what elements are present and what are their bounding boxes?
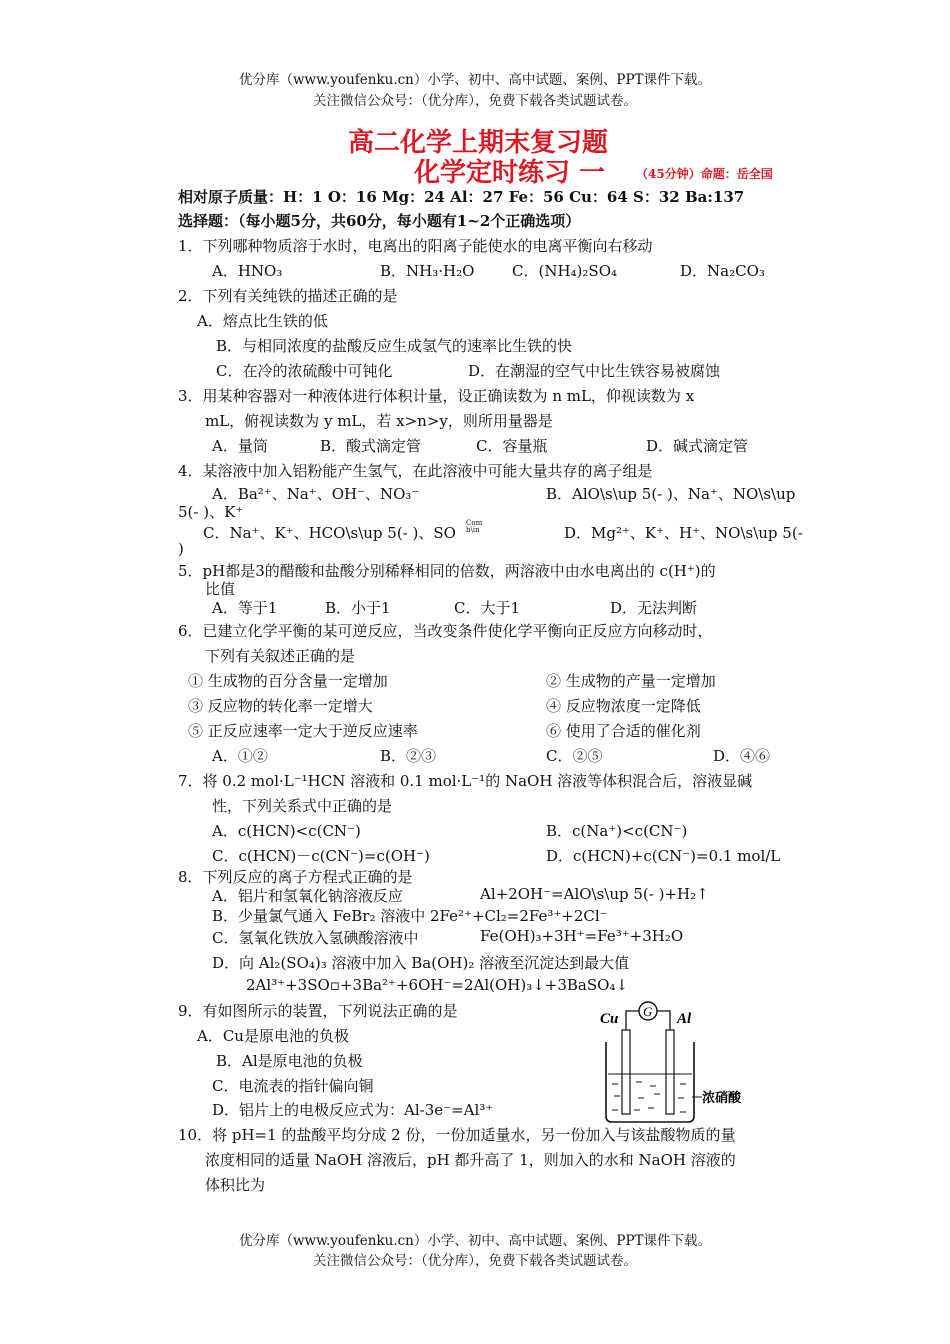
q4-option-c-sub: Com b\in (466, 519, 483, 534)
ammeter-label: G (643, 1004, 653, 1019)
footer-line-1: 优分库（www.youfenku.cn）小学、初中、高中试题、案例、PPT课件下载。 (238, 1233, 712, 1249)
q1-option-d: D．Na₂CO₃ (680, 262, 765, 280)
q2-option-a: A．熔点比生铁的低 (197, 312, 328, 330)
q6-option-d: D．④⑥ (713, 747, 771, 765)
q2-stem: 2．下列有关纯铁的描述正确的是 (178, 287, 398, 305)
q8-option-c-equation: Fe(OH)₃+3H⁺=Fe³⁺+3H₂O (480, 927, 684, 945)
q4-option-b: B．AlO\s\up 5(- )、Na⁺、NO\s\up (546, 485, 796, 503)
q3-option-c: C．容量瓶 (476, 437, 548, 455)
q10-stem-3: 体积比为 (205, 1176, 266, 1194)
q7-stem-1: 7．将 0.2 mol·L⁻¹HCN 溶液和 0.1 mol·L⁻¹的 NaOH 溶液等体积混合后，溶液显碱 (178, 772, 753, 790)
q6-statement-2: ② 生成物的产量一定增加 (546, 672, 716, 690)
q9-option-a: A．Cu是原电池的负极 (197, 1027, 349, 1045)
copper-electrode (622, 1030, 630, 1114)
q8-option-a: A．铝片和氢氧化钠溶液反应 (212, 887, 403, 905)
al-label: Al (677, 1011, 692, 1027)
q5-stem-1: 5．pH都是3的醋酸和盐酸分别稀释相同的倍数，两溶液中由水电离出的 c(H⁺)的 (178, 562, 716, 580)
q6-statement-4: ④ 反应物浓度一定降低 (546, 697, 701, 715)
atomic-masses: 相对原子质量：H：1 O：16 Mg：24 Al：27 Fe：56 Cu：64 S：32 Ba:137 (178, 188, 745, 206)
q6-option-c: C．②⑤ (546, 747, 603, 765)
q10-stem-1: 10．将 pH=1 的盐酸平均分成 2 份，一份加适量水，另一份加入与该盐酸物质的量 (178, 1126, 736, 1144)
q2-option-d: D．在潮湿的空气中比生铁容易被腐蚀 (468, 362, 721, 380)
q9-option-d: D．铝片上的电极反应式为：Al-3e⁻=Al³⁺ (212, 1101, 494, 1119)
q5-option-a: A．等于1 (212, 599, 278, 617)
q2-option-c: C．在冷的浓硫酸中可钝化 (216, 362, 393, 380)
q9-stem: 9．有如图所示的装置，下列说法正确的是 (178, 1002, 458, 1020)
q5-stem-2: 比值 (205, 580, 236, 598)
q3-option-a: A．量筒 (212, 437, 268, 455)
q6-option-a: A．①② (212, 747, 268, 765)
q5-option-b: B．小于1 (325, 599, 391, 617)
q8-option-d-equation: 2Al³⁺+3SO▫+3Ba²⁺+6OH⁻=2Al(OH)₃↓+3BaSO₄↓ (246, 976, 629, 994)
q4-stem: 4．某溶液中加入铝粉能产生氢气，在此溶液中可能大量共存的离子组是 (178, 462, 653, 480)
q8-stem: 8．下列反应的离子方程式正确的是 (178, 868, 413, 886)
q6-statement-5: ⑤ 正反应速率一定大于逆反应速率 (188, 722, 418, 740)
q8-option-b: B．少量氯气通入 FeBr₂ 溶液中 2Fe²⁺+Cl₂=2Fe³⁺+2Cl⁻ (212, 907, 608, 925)
q1-option-b: B．NH₃·H₂O (380, 262, 475, 280)
q2-option-b: B．与相同浓度的盐酸反应生成氢气的速率比生铁的快 (216, 337, 573, 355)
q4-option-d: D．Mg²⁺、K⁺、H⁺、NO\s\up 5(- (564, 524, 803, 542)
section-heading: 选择题：（每小题5分，共60分，每小题有1~2个正确选项） (178, 212, 581, 230)
q7-option-c: C．c(HCN)－c(CN⁻)=c(OH⁻) (212, 847, 430, 865)
q1-stem: 1．下列哪种物质溶于水时，电离出的阳离子能使水的电离平衡向右移动 (178, 237, 653, 255)
q3-stem-1: 3．用某种容器对一种液体进行体积计量，设正确读数为 n mL，仰视读数为 x (178, 387, 695, 405)
q9-option-b: B．Al是原电池的负极 (216, 1052, 363, 1070)
q6-statement-3: ③ 反应物的转化率一定增大 (188, 697, 373, 715)
q7-stem-2: 性，下列关系式中正确的是 (212, 797, 393, 815)
cu-label: Cu (600, 1011, 619, 1027)
q7-option-b: B．c(Na⁺)<c(CN⁻) (546, 822, 688, 840)
q9-option-c: C．电流表的指针偏向铜 (212, 1077, 374, 1095)
q7-option-a: A．c(HCN)<c(CN⁻) (212, 822, 361, 840)
exam-meta: （45分钟）命题：岳全国 (636, 167, 773, 181)
header-line-2: 关注微信公众号：（优分库），免费下载各类试题试卷。 (313, 93, 637, 109)
q5-option-c: C．大于1 (454, 599, 521, 617)
q8-option-d: D．向 Al₂(SO₄)₃ 溶液中加入 Ba(OH)₂ 溶液至沉淀达到最大值 (212, 954, 630, 972)
header-line-1: 优分库（www.youfenku.cn）小学、初中、高中试题、案例、PPT课件下载。 (238, 72, 712, 88)
page-title: 高二化学上期末复习题 (348, 128, 609, 158)
q5-option-d: D．无法判断 (610, 599, 698, 617)
galvanic-cell-diagram (596, 1000, 772, 1126)
page-subtitle: 化学定时练习 一 (414, 158, 606, 188)
q8-option-c: C．氢氧化铁放入氢碘酸溶液中 (212, 929, 419, 947)
acid-label: 浓硝酸 (702, 1091, 742, 1106)
q3-option-d: D．碱式滴定管 (646, 437, 749, 455)
q6-stem-2: 下列有关叙述正确的是 (205, 647, 356, 665)
aluminum-electrode (666, 1030, 674, 1114)
q7-option-d: D．c(HCN)+c(CN⁻)=0.1 mol/L (546, 847, 781, 865)
q10-stem-2: 浓度相同的适量 NaOH 溶液后，pH 都升高了 1，则加入的水和 NaOH 溶液的 (205, 1151, 736, 1169)
liquid-marks (612, 1082, 686, 1112)
q3-stem-2: mL，俯视读数为 y mL，若 x>n>y，则所用量器是 (205, 412, 553, 430)
q3-option-b: B．酸式滴定管 (320, 437, 422, 455)
q4-option-a: A．Ba²⁺、Na⁺、OH⁻、NO₃⁻ (212, 485, 420, 503)
q6-option-b: B．②③ (380, 747, 437, 765)
q8-option-a-equation: Al+2OH⁻=AlO\s\up 5(- )+H₂↑ (480, 885, 709, 903)
footer-line-2: 关注微信公众号：（优分库），免费下载各类试题试卷。 (313, 1253, 637, 1269)
q1-option-a: A．HNO₃ (212, 262, 283, 280)
q6-stem-1: 6．已建立化学平衡的某可逆反应，当改变条件使化学平衡向正反应方向移动时， (178, 622, 713, 640)
q4-option-d-cont: ) (178, 540, 184, 558)
q4-option-b-cont: 5(- )、K⁺ (178, 503, 244, 521)
q6-statement-1: ① 生成物的百分含量一定增加 (188, 672, 388, 690)
q1-option-c: C．(NH₄)₂SO₄ (512, 262, 618, 280)
q6-statement-6: ⑥ 使用了合适的催化剂 (546, 722, 701, 740)
q4-option-c: C．Na⁺、K⁺、HCO\s\up 5(- )、SO (203, 524, 456, 542)
beaker (606, 1042, 694, 1122)
